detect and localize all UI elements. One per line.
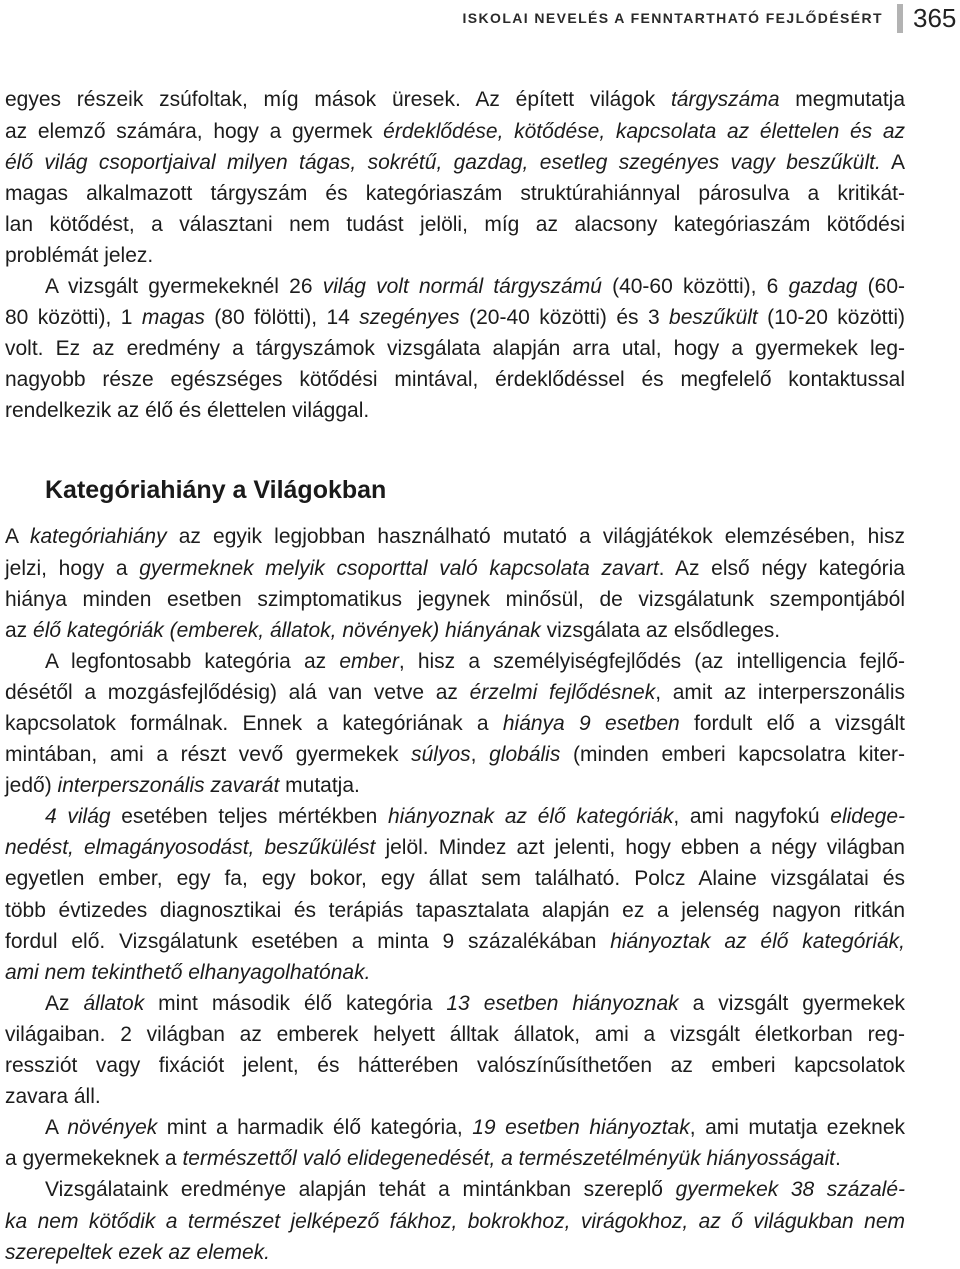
paragraph <box>5 988 905 1112</box>
text-run: désétől a mozgásfejlődésig) alá van vetve az <box>5 680 470 704</box>
text-run: (minden emberi kapcsolatra kiter- <box>560 743 905 767</box>
text-run: (10-20 közötti) <box>757 306 905 330</box>
emphasized-text: 19 esetben hiányoztak <box>472 1116 690 1140</box>
text-run: . <box>834 1147 841 1171</box>
text-run: 80 közötti), 1 <box>5 306 142 330</box>
text-run: kapcsolatok formálnak. Ennek a kategóriának a <box>5 712 503 735</box>
emphasized-text: gazdag <box>788 275 858 298</box>
text-run: , ami mutatja ezeknek <box>689 1116 906 1140</box>
text-line-content <box>5 337 905 360</box>
paragraph <box>5 1112 905 1174</box>
text-line-content <box>5 182 905 205</box>
text-line <box>5 333 905 364</box>
text-line <box>5 926 905 957</box>
text-run: (40-60 közötti), 6 <box>601 275 789 298</box>
text-line-content <box>45 992 905 1015</box>
text-line <box>5 1143 905 1174</box>
text-line-content <box>5 1241 270 1264</box>
text-line-content <box>5 743 905 766</box>
text-line-content <box>45 1178 905 1201</box>
text-line-content <box>5 681 905 704</box>
text-run: fordult elő a vizsgált <box>679 712 905 735</box>
text-line <box>5 271 905 302</box>
text-line-content <box>45 805 905 828</box>
paragraph <box>5 84 905 271</box>
text-run: rendelkezik az élő és élettelen világgal. <box>5 399 370 423</box>
text-line <box>5 1019 905 1050</box>
text-line <box>5 646 905 677</box>
text-run: világaiban. 2 világban az emberek helyett álltak állatok, ami a vizsgált életkorban reg- <box>5 1022 905 1046</box>
text-line <box>5 801 905 832</box>
emphasized-text: ember <box>339 649 399 673</box>
text-line-content <box>5 961 370 984</box>
text-run: (60- <box>857 275 906 298</box>
text-run: mintában, ami a részt vevő gyermekek <box>5 743 412 767</box>
text-run: . Az első négy kategória <box>658 556 905 580</box>
text-run: esetében teljes mértékben <box>110 805 388 829</box>
emphasized-text: kategóriahiány <box>29 525 167 549</box>
text-line <box>5 395 905 426</box>
text-line-content <box>5 151 905 174</box>
paragraph <box>5 801 905 988</box>
paragraph <box>5 521 905 645</box>
text-run: (20-40 közötti) és 3 <box>459 306 670 330</box>
intro-text <box>5 84 905 426</box>
paragraph <box>5 646 905 801</box>
text-line-content <box>5 557 905 580</box>
emphasized-text: elidege- <box>830 805 906 829</box>
text-line <box>5 863 905 894</box>
text-run: magas alkalmazott tárgyszám és kategóriaszám struktúrahiánnyal párosulva a kritikát- <box>5 181 905 205</box>
text-run: lan kötődést, a választani nem tudást jelöli, míg az alacsony kategóriaszám kötődési <box>5 212 905 236</box>
text-run: mint a harmadik élő kategória, <box>157 1116 473 1140</box>
text-run: a gyermekeknek a <box>5 1147 183 1171</box>
text-line-content <box>5 399 369 422</box>
text-line-content <box>5 368 905 391</box>
text-line-content <box>5 213 905 236</box>
text-line-content <box>5 1085 101 1108</box>
text-run: ressziót vagy fixációt jelent, és hátterében valószínűsíthetően az emberi kapcsolatok <box>5 1054 905 1078</box>
text-line <box>5 209 905 240</box>
text-run: jedő) <box>5 774 58 798</box>
text-line <box>5 832 905 863</box>
text-run: problémát jelez. <box>5 243 154 267</box>
text-line <box>5 677 905 708</box>
emphasized-text: beszűkült <box>669 306 758 330</box>
text-line-content <box>5 1210 905 1233</box>
text-line <box>5 957 905 988</box>
text-run: megmutatja <box>779 88 905 112</box>
text-run: zavara áll. <box>5 1085 101 1109</box>
text-line-content <box>5 88 905 111</box>
text-line <box>5 302 905 333</box>
text-line-content <box>5 244 153 267</box>
text-line <box>5 739 905 770</box>
emphasized-text: globális <box>489 743 561 767</box>
text-line <box>5 988 905 1019</box>
text-run: a vizsgált gyermekek <box>678 991 905 1015</box>
text-line-content <box>45 1116 905 1139</box>
section-heading: Kategóriahiány a Világokban <box>45 476 387 504</box>
text-run: fordul elő. Vizsgálatunk esetében a minta 9 százalékában <box>5 929 611 953</box>
text-line <box>5 1050 905 1081</box>
emphasized-text: hiányoztak az élő kategóriák, <box>610 929 905 953</box>
text-run: több évtizedes diagnosztikai és terápiás tapasztalata alapján ez a jelenség nagyon ritkán <box>5 898 905 922</box>
emphasized-text: érdeklődése, kötődése, kapcsolata az élettelen és az <box>383 119 906 143</box>
emphasized-text: ami nem tekinthető elhanyagolhatónak. <box>5 960 371 984</box>
text-run: , hisz a személyiségfejlődés (az intelligencia fejlő- <box>398 649 905 673</box>
emphasized-text: magas <box>141 306 205 330</box>
text-line-content <box>5 1054 905 1077</box>
text-line-content <box>5 1147 841 1170</box>
text-line <box>5 1112 905 1143</box>
emphasized-text: nedést, elmagányosodást, beszűkülést <box>5 836 376 860</box>
emphasized-text: interperszonális zavarát <box>57 774 280 798</box>
emphasized-text: szegényes <box>359 306 460 330</box>
text-line-content <box>5 712 905 735</box>
emphasized-text: hiányoznak az élő kategóriák <box>387 805 674 829</box>
emphasized-text: természettől való elidegenedését, a természetélményük hiányosságait <box>182 1147 835 1171</box>
text-line <box>5 553 905 584</box>
text-run: A <box>5 525 30 549</box>
emphasized-text: világ volt normál tárgyszámú <box>322 275 602 298</box>
text-line <box>5 147 905 178</box>
section-body <box>5 521 905 1267</box>
text-line <box>5 895 905 926</box>
text-run: A vizsgált gyermekeknél 26 <box>45 275 323 298</box>
text-run: mutatja. <box>279 774 360 798</box>
text-line-content <box>5 774 360 797</box>
text-run: , <box>470 743 490 767</box>
text-run: az <box>5 618 34 642</box>
emphasized-text: növények <box>67 1116 158 1140</box>
emphasized-text: hiánya 9 esetben <box>502 712 680 735</box>
text-line-content <box>5 525 905 548</box>
text-line <box>5 116 905 147</box>
text-line-content <box>5 306 905 329</box>
text-line <box>5 240 905 271</box>
paragraph <box>5 271 905 426</box>
text-line <box>5 1237 905 1268</box>
emphasized-text: gyermeknek melyik csoporttal való kapcsolata zavart <box>139 556 659 580</box>
text-run: , ami nagyfokú <box>673 805 831 829</box>
text-line <box>5 1206 905 1237</box>
text-line <box>5 364 905 395</box>
text-line <box>5 770 905 801</box>
paragraph <box>5 1174 905 1267</box>
text-run: volt. Ez az eredmény a tárgyszámok vizsgálata alapján arra utal, hogy a gyermekek leg- <box>5 337 905 361</box>
text-run: , amit az interperszonális <box>655 680 905 704</box>
text-run: jelzi, hogy a <box>5 556 140 580</box>
text-run: jelöl. Mindez azt jelenti, hogy ebben a négy világban <box>375 836 905 860</box>
emphasized-text: tárgyszáma <box>670 88 780 112</box>
text-run: hiánya minden esetben szimptomatikus jegynek minősül, de vizsgálatunk szempontjából <box>5 587 905 611</box>
text-run: egyetlen ember, egy fa, egy bokor, egy állat sem található. Polcz Alaine vizsgálatai és <box>5 867 905 891</box>
emphasized-text: gyermekek 38 százalé- <box>675 1178 905 1202</box>
text-run: A legfontosabb kategória az <box>45 649 340 673</box>
text-run: nagyobb része egészséges kötődési mintával, érdeklődéssel és megfelelő kontaktussal <box>5 368 905 392</box>
emphasized-text: 4 világ <box>45 805 111 829</box>
text-run: (80 fölötti), 14 <box>204 306 360 330</box>
text-run: mint második élő kategória <box>144 991 447 1015</box>
text-line <box>5 84 905 115</box>
text-line-content <box>5 899 905 922</box>
text-line-content <box>5 1023 905 1046</box>
text-line <box>5 584 905 615</box>
text-line-content <box>5 836 905 859</box>
text-line <box>5 521 905 552</box>
text-line-content <box>5 867 905 890</box>
text-run: Vizsgálataink eredménye alapján tehát a mintánkban szereplő <box>45 1178 676 1202</box>
text-run: egyes részeik zsúfoltak, míg mások üresek. Az épített világok <box>5 88 671 112</box>
text-line <box>5 1081 905 1112</box>
running-title: ISKOLAI NEVELÉS A FENNTARTHATÓ FEJLŐDÉSÉRT <box>462 10 883 26</box>
emphasized-text: érzelmi fejlődésnek <box>469 680 656 704</box>
text-line-content <box>5 930 905 953</box>
text-line <box>5 1174 905 1205</box>
text-line <box>5 708 905 739</box>
text-run: Az <box>45 991 84 1015</box>
text-run: A <box>45 1116 68 1140</box>
emphasized-text: szerepeltek ezek az elemek. <box>5 1240 270 1264</box>
emphasized-text: élő világ csoportjaival milyen tágas, sokrétű, gazdag, esetleg szegényes vagy beszűkült. <box>5 150 881 174</box>
emphasized-text: állatok <box>83 991 145 1015</box>
header-divider <box>897 4 903 33</box>
text-line-content <box>5 619 780 642</box>
text-run: az egyik legjobban használható mutató a világjátékok elemzésében, hisz <box>166 525 905 549</box>
text-line <box>5 615 905 646</box>
text-line-content <box>5 120 905 143</box>
text-line <box>5 178 905 209</box>
text-line-content <box>45 650 905 673</box>
page-number: 365 <box>913 3 957 33</box>
emphasized-text: ka nem kötődik a természet jelképező fákhoz, bokrokhoz, virágokhoz, az ő világukban nem <box>5 1209 905 1233</box>
emphasized-text: 13 esetben hiányoznak <box>446 991 679 1015</box>
text-line-content <box>5 588 905 611</box>
text-run: az elemző számára, hogy a gyermek <box>5 119 384 143</box>
text-run: vizsgálata az elsődleges. <box>540 618 781 642</box>
text-line-content <box>45 275 905 298</box>
emphasized-text: súlyos <box>411 743 471 767</box>
emphasized-text: élő kategóriák (emberek, állatok, növények) hiányának <box>33 618 541 642</box>
text-run: A <box>880 150 905 174</box>
